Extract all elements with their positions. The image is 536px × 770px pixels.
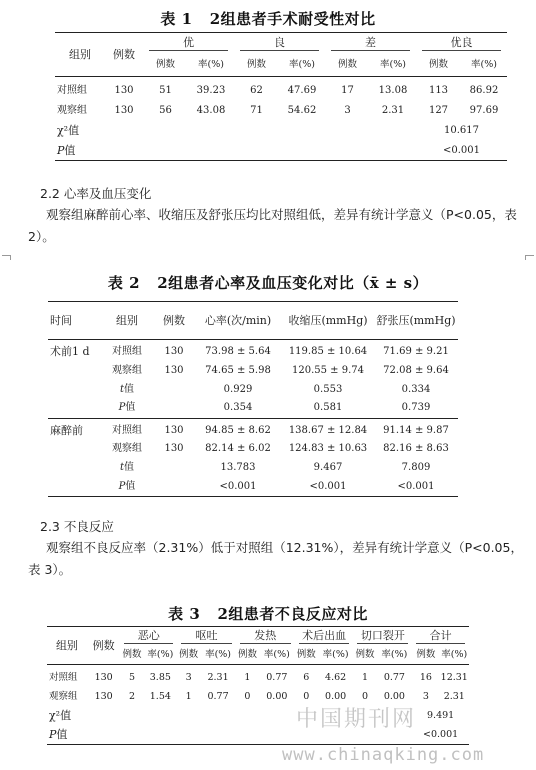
t3-h-vomit: 呕吐 <box>181 629 232 644</box>
table3-title: 2组患者不良反应对比 <box>217 605 368 623</box>
watermark-url: www.chinaqking.com <box>282 745 485 765</box>
table2-number: 表 2 <box>107 274 141 292</box>
table2 <box>48 301 458 497</box>
p-row: P值 0.354 0.581 0.739 <box>118 402 431 414</box>
t1-sub-count: 例数 <box>155 59 175 71</box>
t3-h-total: 合计 <box>416 629 465 644</box>
table2-title: 2组患者心率及血压变化对比（x̄ ± s） <box>157 274 429 292</box>
t2-h-hr: 心率(次/min) <box>194 302 282 340</box>
t1-h-exgood: 优良 <box>422 36 501 51</box>
t1-h-poor: 差 <box>331 36 410 51</box>
chi-row: χ²值 9.491 <box>49 709 455 722</box>
t3-h-bleed: 术后出血 <box>299 629 350 644</box>
chi-row: χ²值 10.617 <box>57 124 479 137</box>
table-row: 对照组 130 5 3.85 3 2.31 1 0.77 6 4.62 1 0.77 16 12.31 <box>49 672 468 683</box>
t2-h-sbp: 收缩压(mmHg) <box>282 302 374 340</box>
watermark-cn: 中国期刊网 <box>296 707 417 732</box>
t1-sub-count: 例数 <box>337 59 357 71</box>
table-row: 观察组 130 2 1.54 1 0.77 0 0.00 0 0.00 0 0.00 3 2.31 <box>49 691 465 702</box>
t1-sub-rate: 率(%) <box>198 59 224 71</box>
p-row: P值 <0.001 <box>47 726 469 744</box>
table1-caption <box>0 8 536 29</box>
t1-h-cases: 例数 <box>105 33 143 77</box>
t1-h-group: 组别 <box>55 33 105 77</box>
t2-h-group: 组别 <box>100 302 154 340</box>
table1-title: 2组患者手术耐受性对比 <box>209 10 376 28</box>
table3-caption <box>0 603 536 624</box>
margin-mark-right <box>525 255 534 260</box>
t3-h-fever: 发热 <box>240 629 291 644</box>
table-row: 对照组 130 51 39.23 62 47.69 17 13.08 113 86.92 <box>57 85 499 96</box>
t2-h-time: 时间 <box>48 302 100 340</box>
t-row: t值 0.929 0.553 0.334 <box>119 383 431 395</box>
p-row: P值 <0.001 <box>55 142 507 160</box>
t2-h-cases: 例数 <box>154 302 194 340</box>
section-heading-2-2: 2.2 心率及血压变化 <box>40 186 152 201</box>
table1-number: 表 1 <box>160 10 193 28</box>
t-row: t值 13.783 9.467 7.809 <box>119 462 431 473</box>
table1 <box>55 32 507 161</box>
table-row: 术前1 d 对照组 130 73.98 ± 5.64 119.85 ± 10.64 71.69 ± 9.21 <box>50 345 449 358</box>
table-row: 观察组 130 74.65 ± 5.98 120.55 ± 9.74 72.08 ± 9.64 <box>112 364 449 376</box>
t1-sub-count: 例数 <box>428 59 448 71</box>
t3-h-cases: 例数 <box>87 627 121 665</box>
section-heading-2-3: 2.3 不良反应 <box>40 519 114 534</box>
table2-caption <box>0 272 536 293</box>
t1-sub-count: 例数 <box>246 59 266 71</box>
table3: 组别 例数 恶心 呕吐 发热 术后出血 切口裂开 合计 例数 率(%) 例数 率(%) 例数 率(%) 例数 率(%) 例数 率(%) 例数 率(%) 对照组 130 5 3.85 3 2.31 1 0.77 6 4.62 1 0.77 16 12.31 观察组 130 2 1.54 1 0.77 0 0.00 0 0.00 0 0.00 3 2.31 χ²值 9.491 P值 <0.001 <box>47 626 469 745</box>
section-2-3-paragraph: 观察组不良反应率（2.31%）低于对照组（12.31%），差异有统计学意义（P<0.05，表 3）。 <box>28 540 523 577</box>
t1-sub-rate: 率(%) <box>289 59 315 71</box>
t3-h-nausea: 恶心 <box>124 629 173 644</box>
table-row: 观察组 130 82.14 ± 6.02 124.83 ± 10.63 82.16 ± 8.63 <box>112 443 449 454</box>
table-row: 观察组 130 56 43.08 71 54.62 3 2.31 127 97.69 <box>57 105 499 116</box>
table-row: 麻醉前 对照组 130 94.85 ± 8.62 138.67 ± 12.84 91.14 ± 9.87 <box>50 423 449 437</box>
t2-h-dbp: 舒张压(mmHg) <box>374 302 458 340</box>
margin-mark-left <box>2 255 11 260</box>
t1-h-good: 良 <box>240 36 319 51</box>
p-row: P值 <0.001 <0.001 <0.001 <box>48 478 458 497</box>
t3-h-incision: 切口裂开 <box>357 629 408 644</box>
t1-h-excellent: 优 <box>149 36 228 51</box>
section-2-2-paragraph: 观察组麻醉前心率、收缩压及舒张压均比对照组低，差异有统计学意义（P<0.05，表 2）。 <box>28 207 517 244</box>
table3-number: 表 3 <box>168 605 201 623</box>
t1-sub-rate: 率(%) <box>471 59 497 71</box>
t3-h-group: 组别 <box>47 627 87 665</box>
t1-sub-rate: 率(%) <box>380 59 406 71</box>
